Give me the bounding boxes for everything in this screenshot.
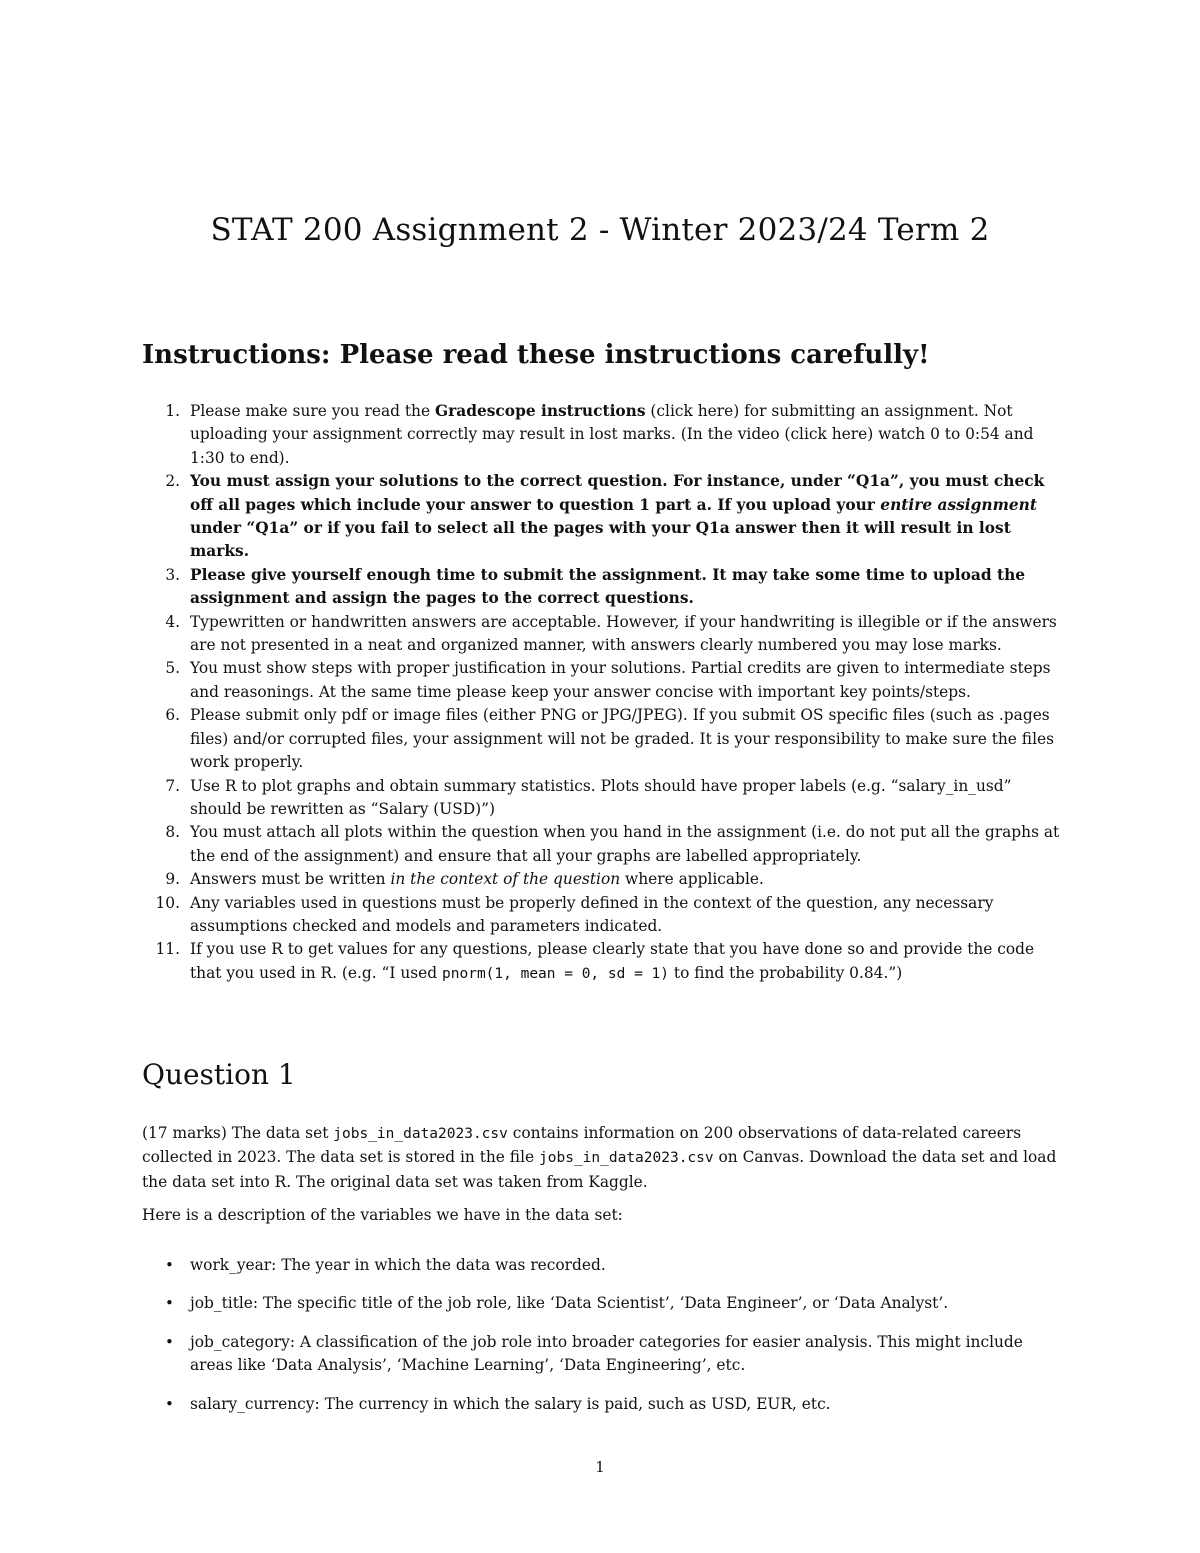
question-1-heading: Question 1 — [142, 1058, 296, 1091]
bullet-icon: • — [165, 1294, 174, 1313]
instruction-item-9: 9. Answers must be written in the context of the question where applicable. — [165, 870, 764, 889]
page-number: 1 — [595, 1458, 605, 1476]
variables-description-intro: Here is a description of the variables we have in the data set: — [142, 1206, 623, 1224]
instruction-item-10: 10. Any variables used in questions must be properly defined in the context of the question, any necessary assumptions checked and models and parameters indicated. — [155, 893, 994, 935]
instruction-item-1: 1. Please make sure you read the Gradescope instructions (click here) for submitting an assignment. Not uploading your assignment correctly may result in lost marks. (In the video (click here) watch 0 to 0:54 and 1:30 to end). — [165, 402, 1034, 467]
instruction-item-5: 5. You must show steps with proper justification in your solutions. Partial credits are given to intermediate steps and reasonings. At the same time please keep your answer concise with important key points/steps. — [165, 659, 1051, 701]
variable-item: • work_year: The year in which the data was recorded. — [142, 1254, 1060, 1277]
instruction-item-6: 6. Please submit only pdf or image files (either PNG or JPG/JPEG). If you submit OS specific files (such as .pages files) and/or corrupted files, your assignment will not be graded. It is your responsibility to make sure the files work properly. — [165, 706, 1055, 772]
bullet-icon: • — [165, 1256, 174, 1274]
variable-item: • job_title: The specific title of the job role, like ‘Data Scientist’, ‘Data Engineer’, or ‘Data Analyst’. — [142, 1292, 1060, 1315]
instructions-heading: Instructions: Please read these instructions carefully! — [142, 340, 930, 370]
bullet-icon: • — [165, 1394, 174, 1413]
dataset-filename: jobs_in_data2023.csv — [333, 1126, 508, 1142]
instruction-item-2: 2. You must assign your solutions to the correct question. For instance, under “Q1a”, you must check off all pages which include your answer to question 1 part a. If you upload your entire assignment under “Q1a” or if you fail to select all the pages with your Q1a answer then it will result in lost marks. — [165, 472, 1045, 561]
dataset-filename: jobs_in_data2023.csv — [539, 1150, 714, 1167]
instruction-item-11: 11. If you use R to get values for any questions, please clearly state that you have done so and provide the code that you used in R. (e.g. “I used pnorm(1, mean = 0, sd = 1) to find the probability 0.84.”) — [155, 940, 1035, 982]
variable-item: • job_category: A classification of the job role into broader categories for easier analysis. This might include areas like ‘Data Analysis’, ‘Machine Learning’, ‘Data Engineering’, etc. — [165, 1332, 1023, 1375]
instruction-item-7: 7. Use R to plot graphs and obtain summary statistics. Plots should have proper labels (e.g. “salary_in_usd” should be rewritten as “Salary (USD)”) — [165, 776, 1012, 818]
variable-item: • salary_currency: The currency in which the salary is paid, such as USD, EUR, etc. — [142, 1393, 1060, 1416]
bullet-icon: • — [165, 1332, 174, 1351]
instruction-item-4: 4. Typewritten or handwritten answers are acceptable. However, if your handwriting is illegible or if the answers are not presented in a neat and organized manner, with answers clearly numbered you may lose marks. — [165, 612, 1057, 655]
instruction-item-8: 8. You must attach all plots within the question when you hand in the assignment (i.e. do not put all the graphs at the end of the assignment) and ensure that all your graphs are labelled appropriately. — [165, 823, 1060, 865]
variables-list — [142, 1254, 1060, 1431]
instruction-item-3: 3. Please give yourself enough time to submit the assignment. It may take some time to upload the assignment and assign the pages to the correct questions. — [165, 565, 1026, 608]
gradescope-instructions-link[interactable]: Gradescope instructions — [434, 402, 646, 420]
r-code-snippet: pnorm(1, mean = 0, sd = 1) — [442, 965, 670, 982]
document-title: STAT 200 Assignment 2 - Winter 2023/24 Term 2 — [210, 212, 990, 248]
instructions-list — [142, 400, 1060, 986]
question-1-intro: (17 marks) The data set jobs_in_data2023.csv contains information on 200 observations of data-related careers collected in 2023. The data set is stored in the file jobs_in_data2023.csv on Canvas. Download the data set and load the data set into R. The original data set was taken from Kaggle. — [142, 1124, 1057, 1191]
